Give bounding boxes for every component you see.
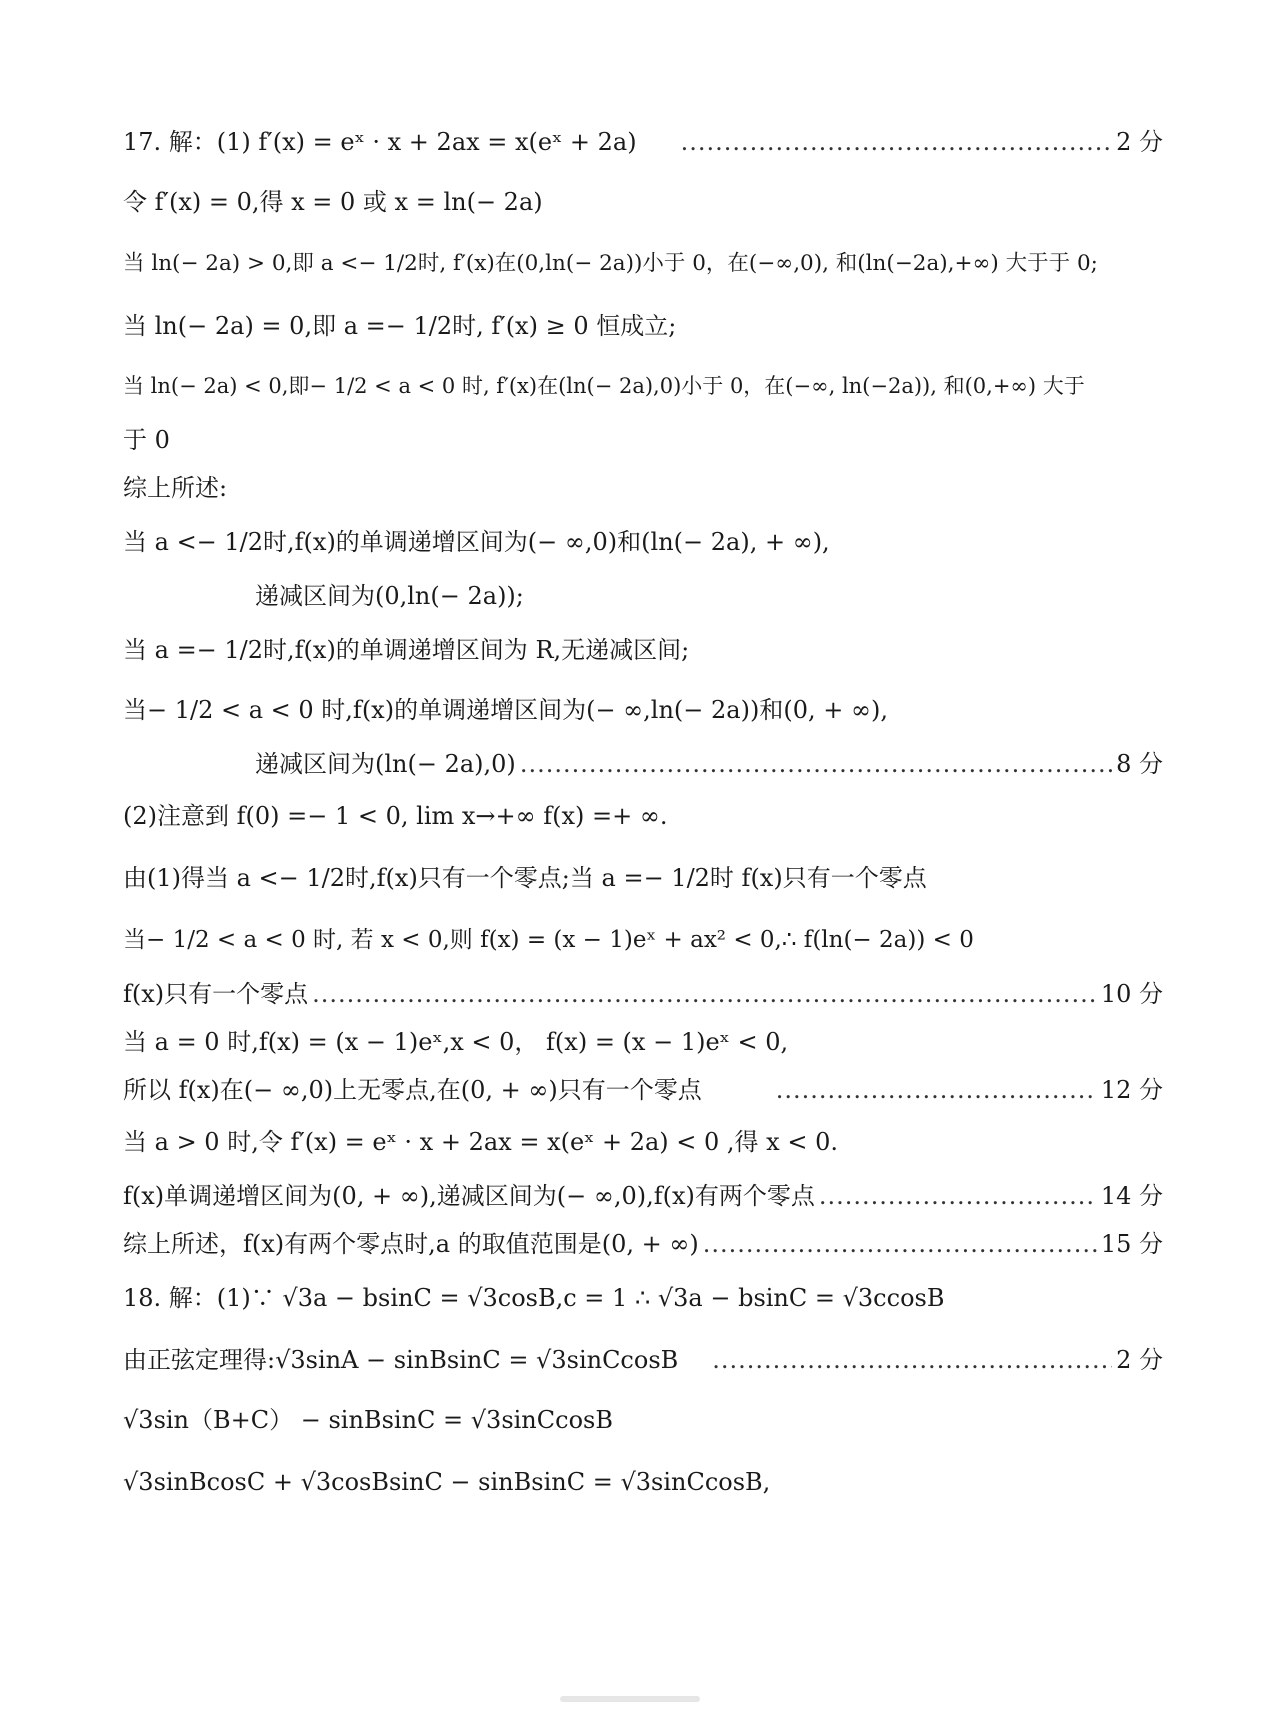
q17-line-1	[123, 126, 1163, 158]
q17-line-17	[123, 1026, 1163, 1058]
q17-text-2: 令 f′(x) = 0,得 x = 0 或 x = ln(− 2a)	[123, 188, 543, 216]
q17-line-18	[123, 1074, 1163, 1106]
q18-line-2	[123, 1344, 1163, 1376]
q17-text-11: 当− 1/2 < a < 0 时,f(x)的单调递增区间为(− ∞,ln(− 2a))和(0, + ∞),	[123, 696, 888, 724]
q17-text-7: 综上所述:	[123, 474, 228, 502]
q18-text-3: √3sin（B+C） − sinBsinC = √3sinCcosB	[123, 1406, 613, 1434]
dot-leader	[776, 1074, 1097, 1106]
q18-text-1: 18. 解：(1)∵ √3a − bsinC = √3cosB,c = 1 ∴ √3a − bsinC = √3ccosB	[123, 1284, 945, 1312]
q17-text-6: 于 0	[123, 426, 170, 454]
score-label: 14 分	[1100, 1182, 1163, 1210]
q17-line-9	[255, 580, 1163, 612]
q17-text-14: 由(1)得当 a <− 1/2时,f(x)只有一个零点;当 a =− 1/2时 f(x)只有一个零点	[123, 864, 927, 892]
q18-line-1	[123, 1282, 1163, 1314]
q17-text-21: 综上所述，f(x)有两个零点时,a 的取值范围是(0, + ∞)	[123, 1230, 699, 1258]
q17-line-7	[123, 472, 1163, 504]
dot-leader	[681, 126, 1112, 158]
q17-text-16: f(x)只有一个零点	[123, 980, 309, 1008]
dot-leader	[712, 1344, 1112, 1376]
q17-text-3: 当 ln(− 2a) > 0,即 a <− 1/2时, f′(x)在(0,ln(− 2a))小于 0，在(−∞,0), 和(ln(−2a),+∞) 大于于 0;	[123, 251, 1098, 276]
q18-line-3	[123, 1404, 1163, 1436]
q17-line-19	[123, 1126, 1163, 1158]
score-label: 2 分	[1116, 128, 1163, 156]
q17-text-5: 当 ln(− 2a) < 0,即− 1/2 < a < 0 时, f′(x)在(ln(− 2a),0)小于 0，在(−∞, ln(−2a)), 和(0,+∞) 大于	[123, 374, 1085, 398]
q17-text-13: (2)注意到 f(0) =− 1 < 0, lim x→+∞ f(x) =+ ∞.	[123, 802, 668, 830]
scroll-indicator	[560, 1696, 700, 1702]
q18-line-4	[123, 1466, 1163, 1498]
q17-line-2	[123, 186, 1163, 218]
q17-text-15: 当− 1/2 < a < 0 时, 若 x < 0,则 f(x) = (x − 1)eˣ + ax² < 0,∴ f(ln(− 2a)) < 0	[123, 927, 974, 953]
q17-line-3	[123, 248, 1163, 280]
dot-leader	[520, 748, 1112, 780]
q17-line-15	[123, 924, 1163, 956]
q17-text-8: 当 a <− 1/2时,f(x)的单调递增区间为(− ∞,0)和(ln(− 2a), + ∞),	[123, 528, 830, 556]
q17-line-20	[123, 1180, 1163, 1212]
q17-line-6	[123, 424, 1163, 456]
q17-line-10	[123, 634, 1163, 666]
q18-text-4: √3sinBcosC + √3cosBsinC − sinBsinC = √3sinCcosB,	[123, 1468, 771, 1496]
q17-line-8	[123, 526, 1163, 558]
score-label: 2 分	[1116, 1346, 1163, 1374]
q17-line-13	[123, 800, 1163, 832]
q17-text-18: 所以 f(x)在(− ∞,0)上无零点,在(0, + ∞)只有一个零点	[123, 1076, 702, 1104]
q17-text-12: 递减区间为(ln(− 2a),0)	[255, 750, 516, 778]
q17-line-21	[123, 1228, 1163, 1260]
score-label: 10 分	[1100, 980, 1163, 1008]
q17-line-14	[123, 862, 1163, 894]
q17-text-17: 当 a = 0 时,f(x) = (x − 1)eˣ,x < 0， f(x) = (x − 1)eˣ < 0,	[123, 1028, 789, 1056]
q17-text-4: 当 ln(− 2a) = 0,即 a =− 1/2时, f′(x) ≥ 0 恒成立;	[123, 312, 677, 340]
q18-text-2: 由正弦定理得:√3sinA − sinBsinC = √3sinCcosB	[123, 1346, 679, 1374]
score-label: 12 分	[1100, 1076, 1163, 1104]
score-label: 15 分	[1100, 1230, 1163, 1258]
q17-line-16	[123, 978, 1163, 1010]
dot-leader	[312, 978, 1097, 1010]
dot-leader	[819, 1180, 1097, 1212]
q17-line-4	[123, 310, 1163, 342]
q17-text-10: 当 a =− 1/2时,f(x)的单调递增区间为 R,无递减区间;	[123, 636, 690, 664]
dot-leader	[703, 1228, 1097, 1260]
q17-text-19: 当 a > 0 时,令 f′(x) = eˣ · x + 2ax = x(eˣ + 2a) < 0 ,得 x < 0.	[123, 1128, 838, 1156]
q17-text-1: 17. 解：(1) f′(x) = eˣ · x + 2ax = x(eˣ + 2a)	[123, 128, 637, 156]
q17-line-11	[123, 694, 1163, 726]
q17-line-5	[123, 370, 1163, 402]
q17-text-9: 递减区间为(0,ln(− 2a));	[255, 582, 524, 610]
q17-line-12	[255, 748, 1163, 780]
score-label: 8 分	[1116, 750, 1163, 778]
q17-text-20: f(x)单调递增区间为(0, + ∞),递减区间为(− ∞,0),f(x)有两个零点	[123, 1182, 815, 1210]
